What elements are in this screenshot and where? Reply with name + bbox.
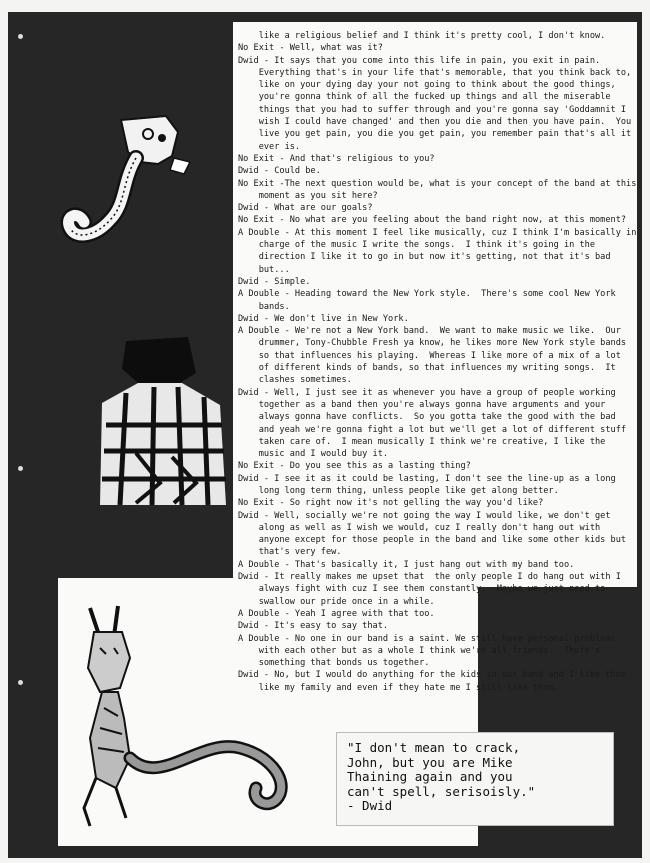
interview-line: A Double - No one in our band is a saint. We still have personal problems bbox=[238, 633, 616, 644]
interview-line: like a religious belief and I think it's pretty cool, I don't know. bbox=[238, 31, 606, 41]
interview-line: Dwid - It says that you come into this life in pain, you exit in pain. bbox=[238, 55, 601, 66]
interview-line: No Exit - So right now it's not gelling the way you'd like? bbox=[238, 498, 544, 509]
interview-line: music and I would buy it. bbox=[238, 449, 389, 460]
interview-line: moment as you sit here? bbox=[238, 190, 378, 201]
interview-line: always gonna have conflicts. So you gotta take the good with the bad bbox=[238, 412, 616, 423]
interview-line: long long term thing, unless people like get along better. bbox=[238, 485, 559, 496]
pull-quote-text bbox=[347, 741, 607, 814]
interview-line: A Double - That's basically it, I just hang out with my band too. bbox=[238, 559, 575, 570]
interview-line: Dwid - I see it as it could be lasting, I don't see the line-up as a long bbox=[238, 473, 616, 484]
interview-line: you're gonna think of all the fucked up things and all the miserable bbox=[238, 92, 611, 103]
interview-line: direction I like it to go in but now it's getting, not that it's bad bbox=[238, 252, 611, 263]
interview-line: bands. bbox=[238, 301, 290, 312]
interview-line: with each other but as a whole I think we're all friends. There's bbox=[238, 645, 601, 656]
quote-line: - Dwid bbox=[347, 798, 393, 814]
interview-line: A Double - Yeah I agree with that too. bbox=[238, 608, 435, 619]
interview-line: No Exit -The next question would be, what is your concept of the band at this bbox=[238, 178, 637, 189]
interview-line: like my family and even if they hate me I still like them. bbox=[238, 682, 559, 693]
interview-line: drummer, Tony-Chubble Fresh ya know, he likes more New York style bands bbox=[238, 338, 627, 349]
interview-line: A Double - We're not a New York band. We want to make music we like. Our bbox=[238, 326, 621, 337]
binder-hole bbox=[18, 34, 23, 39]
quote-line: John, but you are Mike bbox=[347, 754, 513, 770]
interview-text bbox=[238, 30, 640, 694]
interview-line: something that bonds us together. bbox=[238, 658, 430, 669]
interview-line: Dwid - Well, socially we're not going the way I would like, we don't get bbox=[238, 510, 611, 521]
quote-line: "I don't mean to crack, bbox=[347, 740, 521, 755]
interview-line: together as a band then you're always gonna have arguments and your bbox=[238, 399, 606, 410]
interview-line: A Double - At this moment I feel like musically, cuz I think I'm basically in bbox=[238, 227, 637, 238]
interview-line: taken care of. I mean musically I think we're creative, I like the bbox=[238, 436, 606, 447]
interview-line: Everything that's in your life that's memorable, that you think back to, bbox=[238, 67, 632, 78]
interview-line: Dwid - What are our goals? bbox=[238, 203, 373, 214]
pull-quote bbox=[336, 732, 614, 826]
interview-line: wish I could have changed' and then you die and then you have pain. You bbox=[238, 117, 632, 128]
interview-line: Dwid - No, but I would do anything for the kids in our band and I like them bbox=[238, 670, 627, 681]
interview-line: anyone except for those people in the band and like some other kids but bbox=[238, 535, 627, 546]
interview-line: No Exit - Do you see this as a lasting thing? bbox=[238, 461, 471, 472]
snake-illustration bbox=[56, 112, 206, 270]
interview-line: charge of the music I write the songs. I think it's going in the bbox=[238, 240, 595, 251]
interview-line: but... bbox=[238, 264, 290, 275]
interview-line: along as well as I wish we would, cuz I really don't hang out with bbox=[238, 522, 601, 533]
interview-line: that's very few. bbox=[238, 547, 342, 558]
interview-line: like on your dying day your not going to think about the good things, bbox=[238, 80, 616, 91]
interview-line: Dwid - Well, I just see it as whenever you have a group of people working bbox=[238, 387, 616, 398]
interview-line: clashes sometimes. bbox=[238, 375, 352, 386]
interview-line: Dwid - It's easy to say that. bbox=[238, 621, 389, 632]
interview-line: things that you had to suffer through and you're gonna say 'Goddamnit I bbox=[238, 104, 627, 115]
interview-line: live you get pain, you die you get pain, you remember pain that's all it bbox=[238, 129, 632, 140]
binder-hole bbox=[18, 466, 23, 471]
interview-line: Dwid - We don't live in New York. bbox=[238, 313, 409, 324]
binder-hole bbox=[18, 680, 23, 685]
interview-line: Dwid - Could be. bbox=[238, 166, 321, 177]
interview-line: A Double - Heading toward the New York style. There's some cool New York bbox=[238, 289, 616, 300]
quote-line: Thaining again and you bbox=[347, 769, 513, 785]
interview-line: always fight with cuz I see them constantly. Maybe we just need to bbox=[238, 584, 606, 595]
interview-line: swallow our pride once in a while. bbox=[238, 596, 435, 607]
interview-line: No Exit - No what are you feeling about the band right now, at this moment? bbox=[238, 215, 627, 226]
quote-line: can't spell, serisoisly." bbox=[347, 783, 536, 799]
interview-line: Dwid - It really makes me upset that the only people I do hang out with I bbox=[238, 572, 621, 583]
photo-cutout bbox=[96, 333, 230, 505]
interview-line: so that influences his playing. Whereas I like more of a mix of a lot bbox=[238, 350, 621, 361]
interview-line: Dwid - Simple. bbox=[238, 276, 311, 287]
interview-line: ever is. bbox=[238, 141, 301, 152]
interview-line: and yeah we're gonna fight a lot but we'll get a lot of different stuff bbox=[238, 424, 627, 435]
interview-line: No Exit - Well, what was it? bbox=[238, 43, 383, 54]
interview-line: No Exit - And that's religious to you? bbox=[238, 153, 435, 164]
interview-line: of different kinds of bands, so that influences my writing songs. It bbox=[238, 363, 616, 374]
